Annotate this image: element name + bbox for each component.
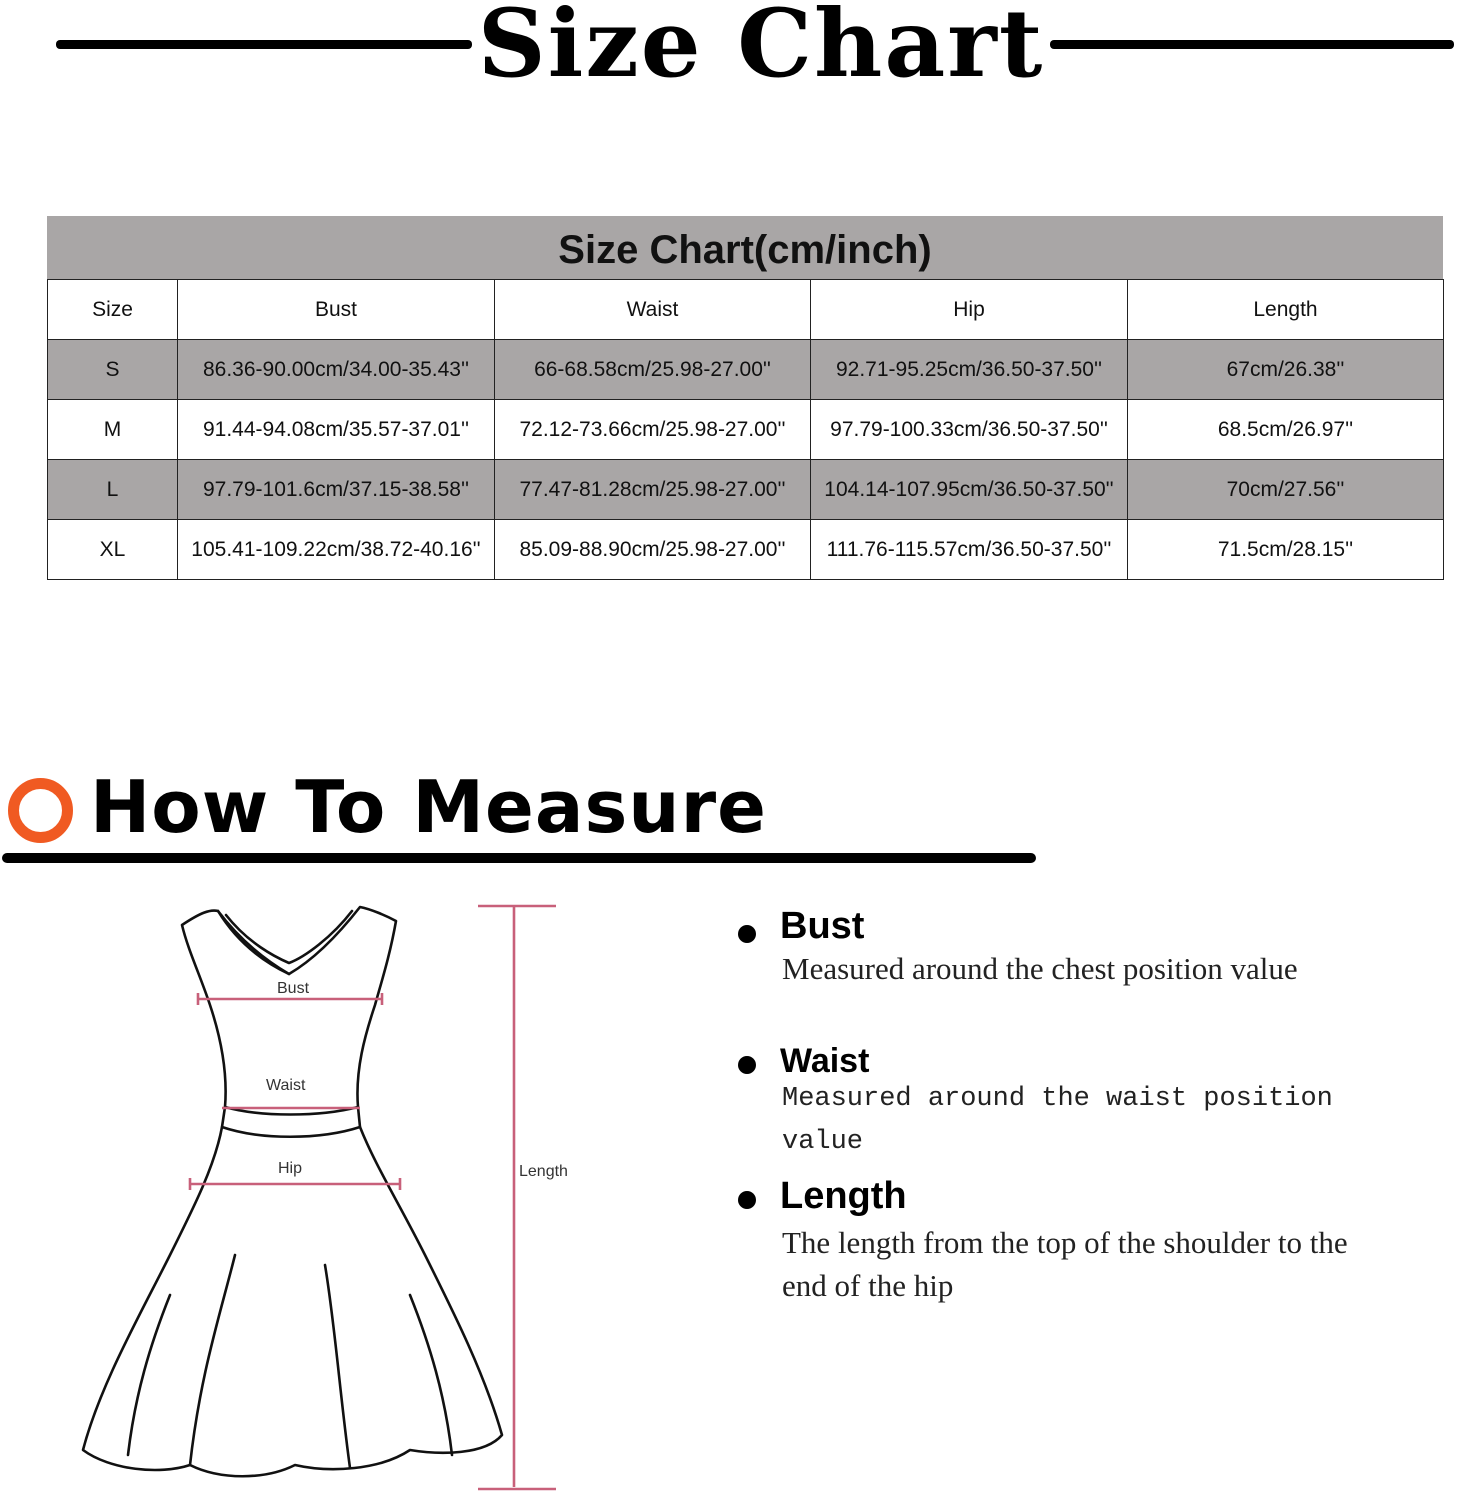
- table-cell-hip: 104.14-107.95cm/36.50-37.50'': [811, 460, 1128, 520]
- column-header-hip: Hip: [811, 280, 1128, 340]
- dress-illustration: [70, 895, 600, 1500]
- table-row: [48, 460, 1444, 520]
- ring-bullet-icon: [8, 778, 73, 843]
- table-header-row: [48, 280, 1444, 340]
- size-chart-table-container: [47, 216, 1443, 580]
- table-row: [48, 400, 1444, 460]
- header-rule-right: [1050, 40, 1454, 49]
- bullet-icon: [738, 925, 756, 943]
- table-row: [48, 520, 1444, 580]
- definition-description: The length from the top of the shoulder to the end of the hip: [782, 1225, 1348, 1303]
- diagram-label-bust: Bust: [277, 980, 310, 997]
- table-cell-length: 71.5cm/28.15'': [1128, 520, 1444, 580]
- definition-term: Waist: [780, 1042, 870, 1080]
- table-cell-size: M: [48, 400, 178, 460]
- diagram-label-waist: Waist: [266, 1077, 306, 1094]
- how-to-measure-title: How To Measure: [90, 765, 767, 849]
- table-row: [48, 340, 1444, 400]
- bullet-icon: [738, 1191, 756, 1209]
- table-cell-waist: 77.47-81.28cm/25.98-27.00'': [495, 460, 811, 520]
- table-cell-size: S: [48, 340, 178, 400]
- page-title: Size Chart: [477, 0, 1045, 99]
- table-cell-bust: 97.79-101.6cm/37.15-38.58'': [178, 460, 495, 520]
- table-cell-waist: 66-68.58cm/25.98-27.00'': [495, 340, 811, 400]
- dress-measurement-diagram: [70, 895, 600, 1500]
- table-cell-waist: 85.09-88.90cm/25.98-27.00'': [495, 520, 811, 580]
- column-header-bust: Bust: [178, 280, 495, 340]
- measurement-lines: [190, 906, 556, 1489]
- heading-underline: [2, 853, 1036, 863]
- header-rule-left: [56, 40, 472, 49]
- diagram-label-hip: Hip: [278, 1160, 303, 1177]
- how-to-measure-heading: [0, 765, 1040, 870]
- column-header-size: Size: [48, 280, 178, 340]
- definition-description: Measured around the waist position value: [782, 1084, 1333, 1157]
- table-cell-waist: 72.12-73.66cm/25.98-27.00'': [495, 400, 811, 460]
- table-cell-length: 68.5cm/26.97'': [1128, 400, 1444, 460]
- size-chart-table: [47, 279, 1444, 580]
- table-cell-length: 67cm/26.38'': [1128, 340, 1444, 400]
- table-cell-hip: 97.79-100.33cm/36.50-37.50'': [811, 400, 1128, 460]
- column-header-length: Length: [1128, 280, 1444, 340]
- definition-term: Bust: [780, 905, 865, 947]
- table-cell-hip: 92.71-95.25cm/36.50-37.50'': [811, 340, 1128, 400]
- column-header-waist: Waist: [495, 280, 811, 340]
- size-chart-caption: Size Chart(cm/inch): [47, 216, 1443, 279]
- table-cell-size: XL: [48, 520, 178, 580]
- table-cell-bust: 86.36-90.00cm/34.00-35.43'': [178, 340, 495, 400]
- table-cell-bust: 91.44-94.08cm/35.57-37.01'': [178, 400, 495, 460]
- definition-description: Measured around the chest position value: [782, 951, 1298, 986]
- definition-term: Length: [780, 1175, 907, 1217]
- table-cell-size: L: [48, 460, 178, 520]
- diagram-label-length: Length: [519, 1163, 568, 1180]
- table-cell-length: 70cm/27.56'': [1128, 460, 1444, 520]
- table-cell-hip: 111.76-115.57cm/36.50-37.50'': [811, 520, 1128, 580]
- bullet-icon: [738, 1056, 756, 1074]
- table-cell-bust: 105.41-109.22cm/38.72-40.16'': [178, 520, 495, 580]
